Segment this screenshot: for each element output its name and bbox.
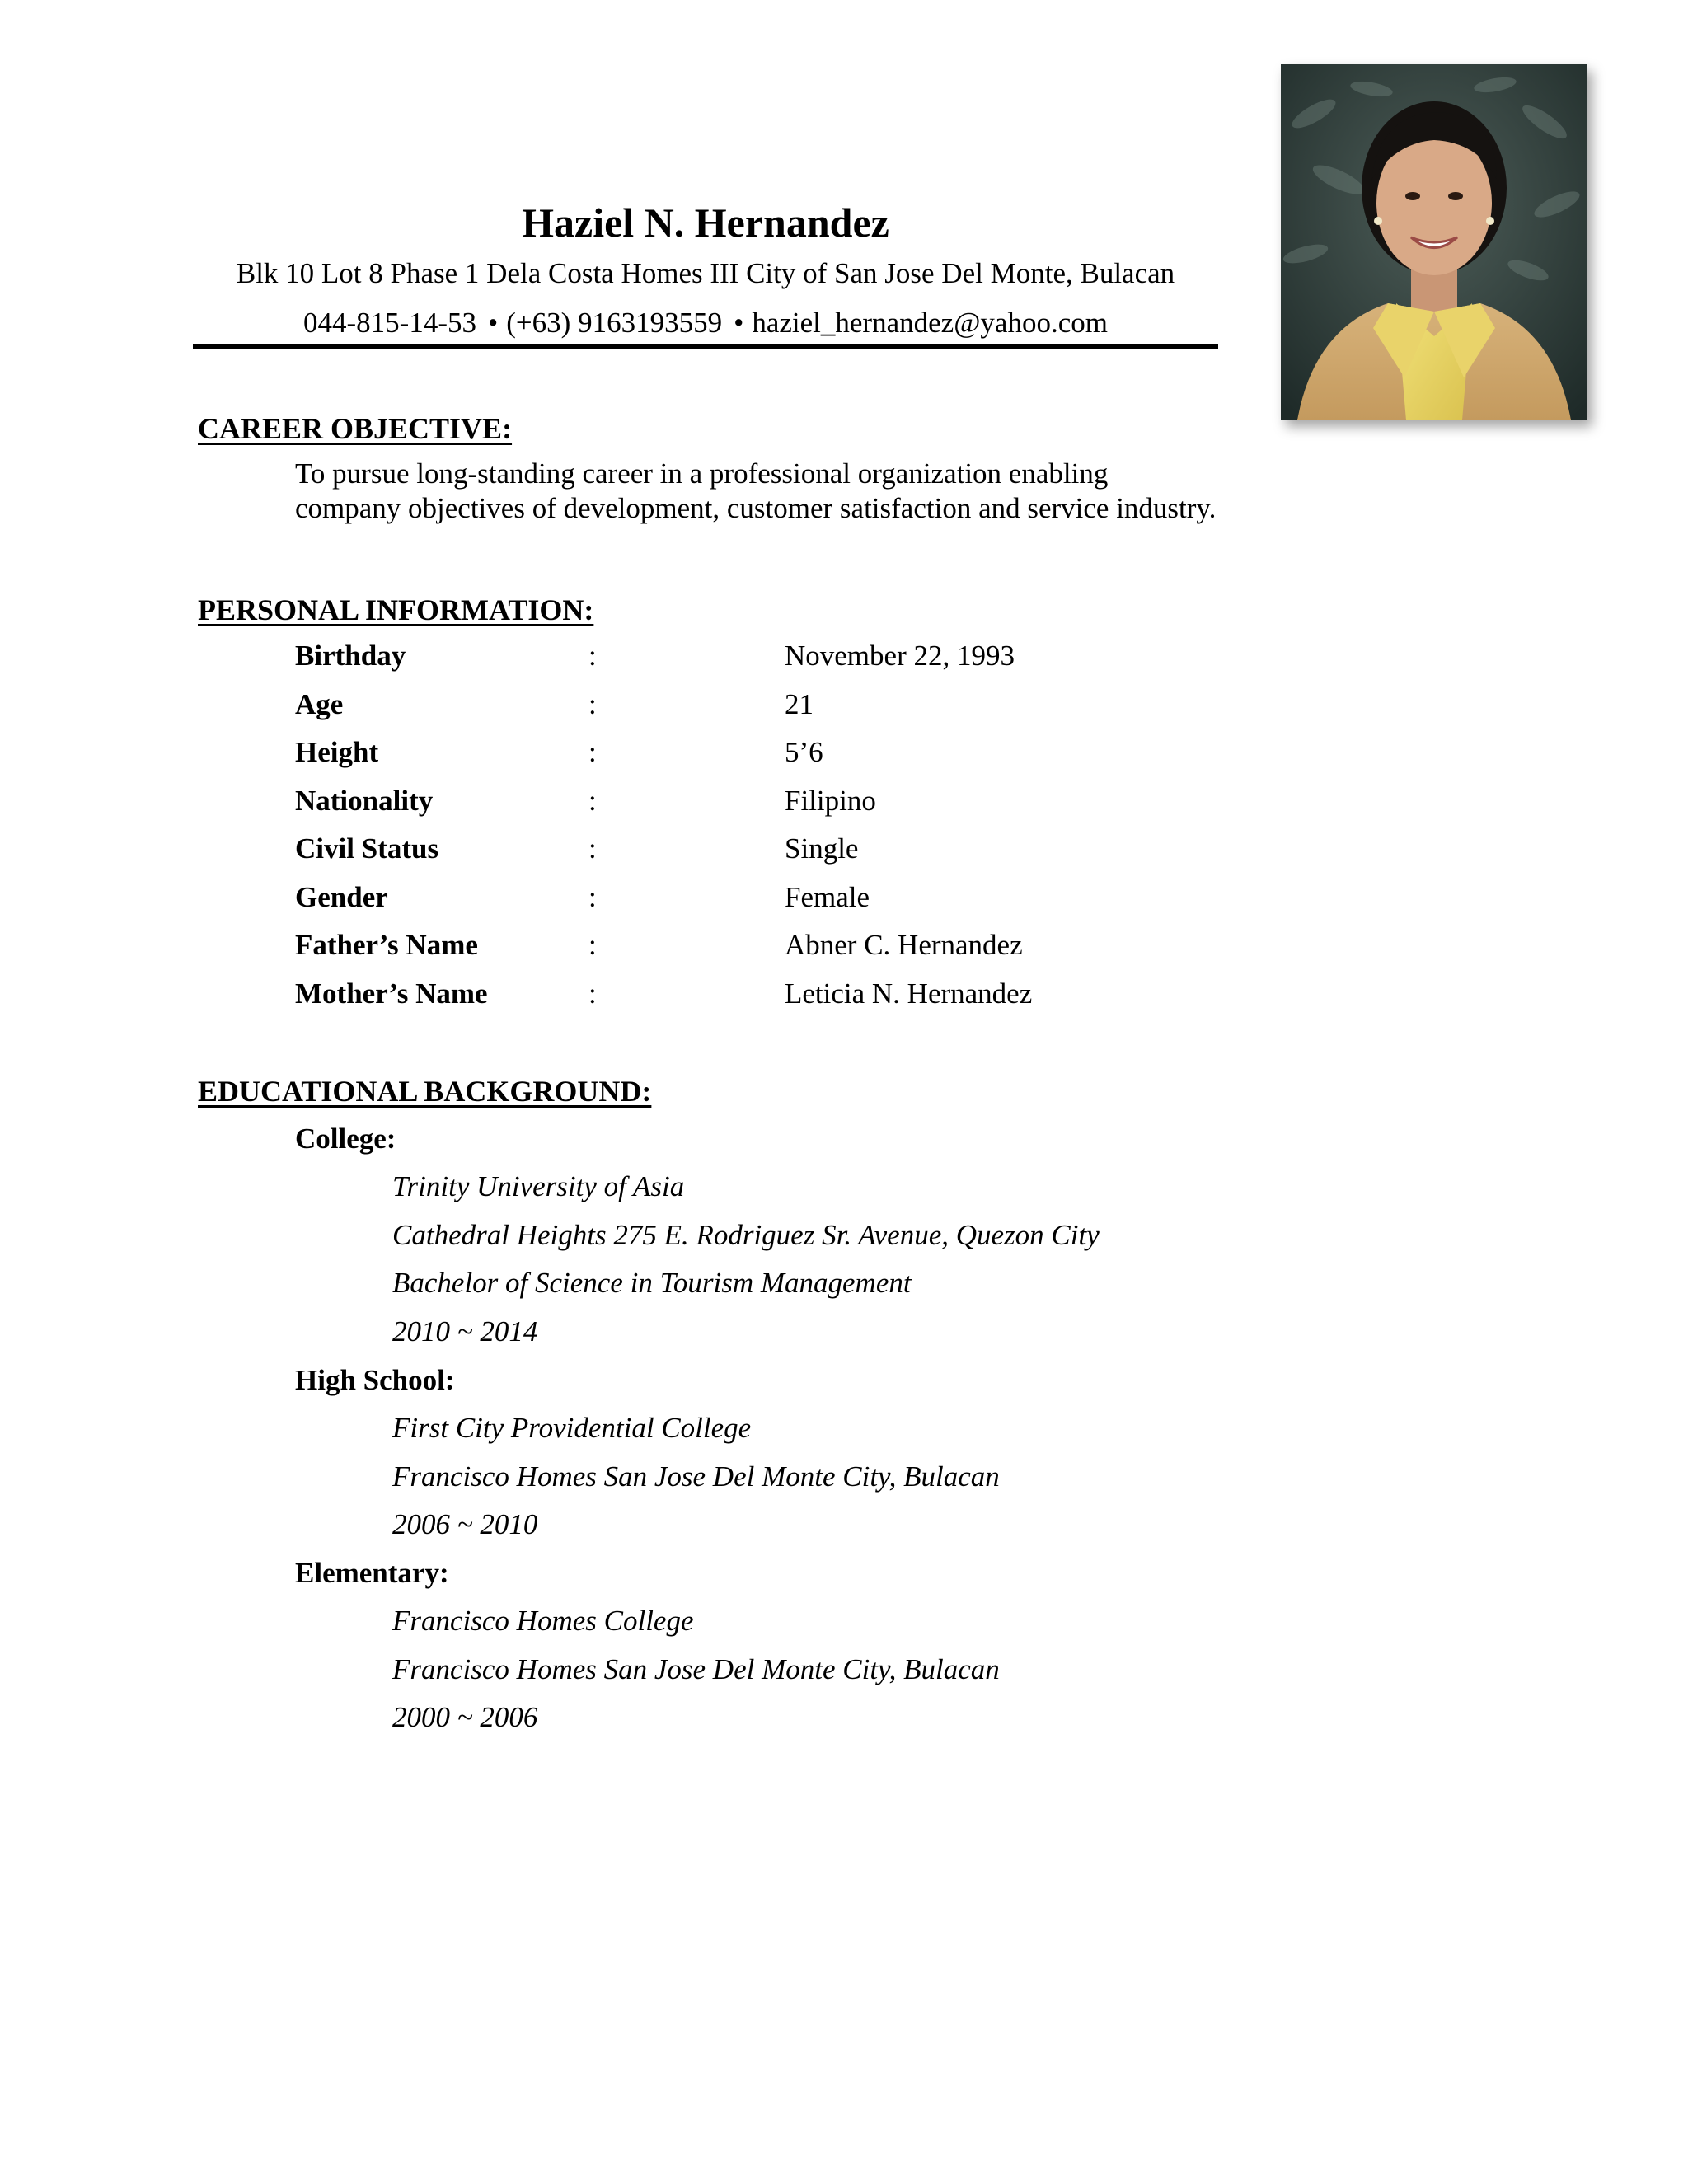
separator-bullet: • (734, 307, 744, 339)
info-value: Filipino (785, 785, 876, 817)
edu-level-elementary: Elementary: (295, 1557, 449, 1589)
objective-line: company objectives of development, customer satisfaction and service industry. (295, 492, 1217, 524)
info-colon: : (588, 640, 597, 672)
info-label: Birthday (295, 640, 406, 672)
high-school-school: First City Providential College (392, 1412, 752, 1444)
section-title-educational-background: EDUCATIONAL BACKGROUND: (198, 1075, 652, 1108)
edu-level-college: College: (295, 1122, 396, 1155)
phone-number: 044-815-14-53 (303, 307, 476, 339)
info-value: Leticia N. Hernandez (785, 977, 1033, 1010)
info-colon: : (588, 881, 597, 913)
career-objective-text (295, 457, 1284, 526)
objective-line: To pursue long-standing career in a professional organization enabling (295, 457, 1109, 490)
info-colon: : (588, 977, 597, 1010)
college-address: Cathedral Heights 275 E. Rodriguez Sr. Avenue, Quezon City (392, 1219, 1100, 1251)
info-colon: : (588, 688, 597, 720)
info-colon: : (588, 929, 597, 961)
info-value: November 22, 1993 (785, 640, 1015, 672)
separator-bullet: • (488, 307, 499, 339)
info-label: Father’s Name (295, 929, 478, 961)
info-value: Female (785, 881, 870, 913)
contact-line (193, 305, 1218, 341)
info-colon: : (588, 736, 597, 768)
info-value: 21 (785, 688, 814, 720)
high-school-address: Francisco Homes San Jose Del Monte City, Bulacan (392, 1460, 1000, 1493)
info-value: 5’6 (785, 736, 823, 768)
portrait-icon (1281, 64, 1587, 420)
high-school-years: 2006 ~ 2010 (392, 1508, 538, 1540)
college-years: 2010 ~ 2014 (392, 1315, 538, 1347)
info-label: Civil Status (295, 832, 439, 865)
applicant-name: Haziel N. Hernandez (522, 199, 889, 246)
college-school: Trinity University of Asia (392, 1170, 685, 1202)
header-divider (193, 344, 1218, 349)
college-course: Bachelor of Science in Tourism Management (392, 1267, 912, 1299)
info-value: Abner C. Hernandez (785, 929, 1023, 961)
edu-level-high-school: High School: (295, 1364, 455, 1396)
profile-photo (1281, 64, 1587, 420)
elementary-school: Francisco Homes College (392, 1605, 694, 1637)
elementary-years: 2000 ~ 2006 (392, 1701, 538, 1733)
section-title-career-objective: CAREER OBJECTIVE: (198, 412, 513, 445)
info-label: Nationality (295, 785, 434, 817)
info-label: Mother’s Name (295, 977, 488, 1010)
info-value: Single (785, 832, 859, 865)
elementary-address: Francisco Homes San Jose Del Monte City, Bulacan (392, 1653, 1000, 1685)
email-address: haziel_hernandez@yahoo.com (752, 307, 1108, 339)
info-label: Age (295, 688, 344, 720)
mobile-number: (+63) 9163193559 (506, 307, 723, 339)
info-colon: : (588, 785, 597, 817)
applicant-address: Blk 10 Lot 8 Phase 1 Dela Costa Homes III City of San Jose Del Monte, Bulacan (236, 257, 1175, 289)
section-title-personal-information: PERSONAL INFORMATION: (198, 593, 594, 626)
info-label: Height (295, 736, 379, 768)
info-colon: : (588, 832, 597, 865)
info-label: Gender (295, 881, 388, 913)
